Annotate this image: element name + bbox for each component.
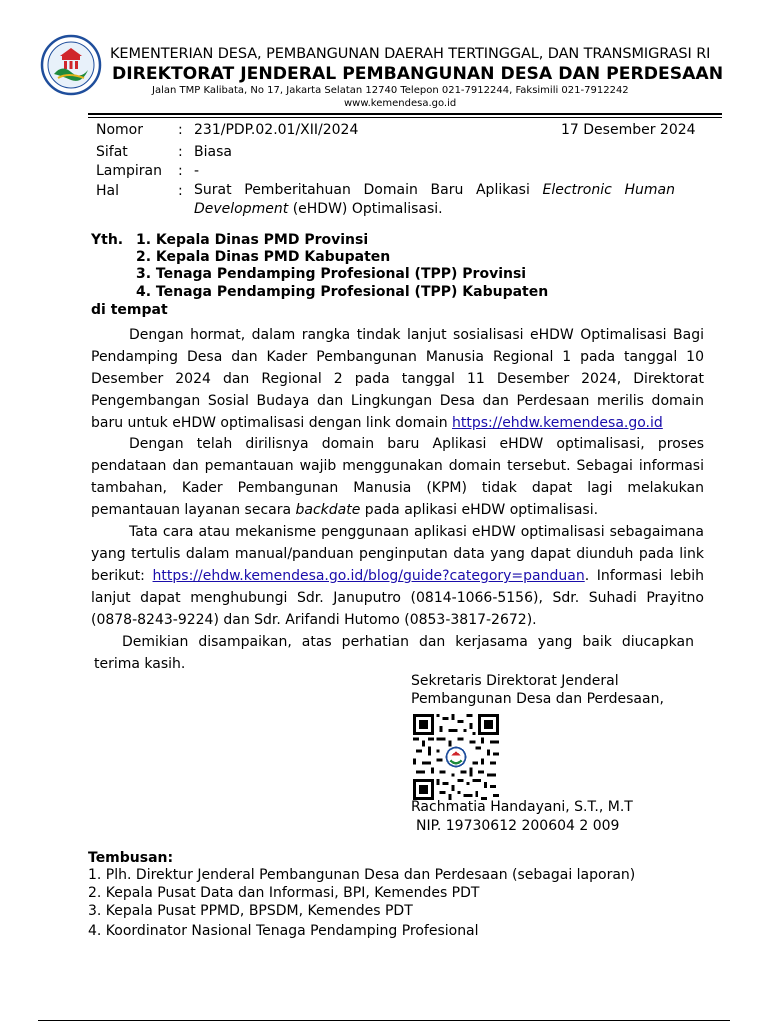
recipients-prefix: Yth. — [91, 232, 124, 248]
hal-colon: : — [178, 183, 183, 199]
lampiran-value: - — [194, 163, 200, 179]
p1-text: Dengan hormat, dalam rangka tindak lanjut sosialisasi eHDW Optimalisasi Bagi Pendamping Desa dan Kader Pembangunan Manusia Regional 1 pada tanggal 10 Desember 2024 dan Regional 2 pada tanggal 11 Desember 2024, Direktorat Pengembangan Sosial Budaya dan Lingkungan Desa dan Perdesaan merilis domain baru untuk eHDW optimalisasi dengan link domain — [91, 327, 704, 431]
hal-label: Hal — [96, 183, 119, 199]
hal-value — [194, 181, 675, 219]
signatory-nip: NIP. 19730612 200604 2 009 — [416, 818, 620, 834]
letterhead-rule-thick — [88, 113, 722, 115]
ehdw-guide-link[interactable]: https://ehdw.kemendesa.go.id/blog/guide?category=panduan — [152, 568, 585, 584]
p3-text-2: . Informasi lebih lanjut dapat menghubungi Sdr. Januputro (0814-1066-5156), Sdr. Suhadi Prayitno (0878-8243-9224) dan Sdr. Arifandi Hutomo (0853-3817-2672). — [91, 568, 704, 628]
letterhead-directorate: DIREKTORAT JENDERAL PEMBANGUNAN DESA DAN PERDESAAN — [112, 64, 724, 84]
sifat-label: Sifat — [96, 144, 128, 160]
signature-qr-code — [413, 714, 499, 800]
cc-item: 2. Kepala Pusat Data dan Informasi, BPI, Kemendes PDT — [88, 885, 480, 901]
letter-date: 17 Desember 2024 — [561, 122, 696, 138]
signature-title-2: Pembangunan Desa dan Perdesaan, — [411, 691, 664, 707]
nomor-colon: : — [178, 122, 183, 138]
body-paragraph-1 — [91, 324, 704, 434]
ehdw-domain-link[interactable]: https://ehdw.kemendesa.go.id — [452, 415, 663, 431]
signatory-name: Rachmatia Handayani, S.T., M.T — [411, 799, 633, 815]
hal-italic: Electronic Human Development — [194, 182, 675, 217]
letterhead-website: www.kemendesa.go.id — [344, 98, 457, 109]
sifat-value: Biasa — [194, 144, 232, 160]
lampiran-label: Lampiran — [96, 163, 163, 179]
sifat-colon: : — [178, 144, 183, 160]
lampiran-colon: : — [178, 163, 183, 179]
recipient-item: 2. Kepala Dinas PMD Kabupaten — [136, 249, 391, 265]
letterhead-address: Jalan TMP Kalibata, No 17, Jakarta Selatan 12740 Telepon 021-7912244, Faksimili 021-7912242 — [152, 85, 629, 96]
footer-rule — [38, 1020, 730, 1021]
p2-text-1: Dengan telah dirilisnya domain baru Aplikasi eHDW optimalisasi, proses pendataan dan pemantauan wajib menggunakan domain tersebut. Sebagai informasi tambahan, Kader Pembangunan Manusia (KPM) tidak dapat lagi melakukan pemantauan layanan secara — [91, 436, 704, 518]
hal-text-2: (eHDW) Optimalisasi. — [288, 201, 443, 217]
cc-item: 3. Kepala Pusat PPMD, BPSDM, Kemendes PDT — [88, 903, 413, 919]
body-paragraph-2 — [91, 433, 704, 521]
recipient-item: 4. Tenaga Pendamping Profesional (TPP) Kabupaten — [136, 284, 549, 300]
signature-title-1: Sekretaris Direktorat Jenderal — [411, 673, 619, 689]
hal-text-1: Surat Pemberitahuan Domain Baru Aplikasi — [194, 182, 543, 198]
cc-item: 1. Plh. Direktur Jenderal Pembangunan Desa dan Perdesaan (sebagai laporan) — [88, 867, 636, 883]
nomor-label: Nomor — [96, 122, 143, 138]
p2-text-2: pada aplikasi eHDW optimalisasi. — [360, 502, 599, 518]
nomor-value: 231/PDP.02.01/XII/2024 — [194, 122, 359, 138]
cc-item: 4. Koordinator Nasional Tenaga Pendamping Profesional — [88, 923, 479, 939]
recipient-item: 1. Kepala Dinas PMD Provinsi — [136, 232, 369, 248]
recipient-item: 3. Tenaga Pendamping Profesional (TPP) Provinsi — [136, 266, 527, 282]
body-paragraph-4 — [94, 631, 694, 675]
recipients-place: di tempat — [91, 302, 168, 318]
p3-text-1: Tata cara atau mekanisme penggunaan aplikasi eHDW optimalisasi sebagaimana yang tertulis dalam manual/panduan penginputan data yang dapat diunduh pada link berikut: — [91, 524, 704, 584]
letterhead-rule-thin — [88, 117, 722, 118]
body-paragraph-3 — [91, 521, 704, 631]
ministry-logo — [40, 34, 102, 96]
p4-text: Demikian disampaikan, atas perhatian dan kerjasama yang baik diucapkan terima kasih. — [94, 634, 694, 672]
p2-italic: backdate — [295, 502, 361, 518]
letterhead-ministry: KEMENTERIAN DESA, PEMBANGUNAN DAERAH TERTINGGAL, DAN TRANSMIGRASI RI — [110, 46, 711, 62]
cc-label: Tembusan: — [88, 850, 174, 866]
